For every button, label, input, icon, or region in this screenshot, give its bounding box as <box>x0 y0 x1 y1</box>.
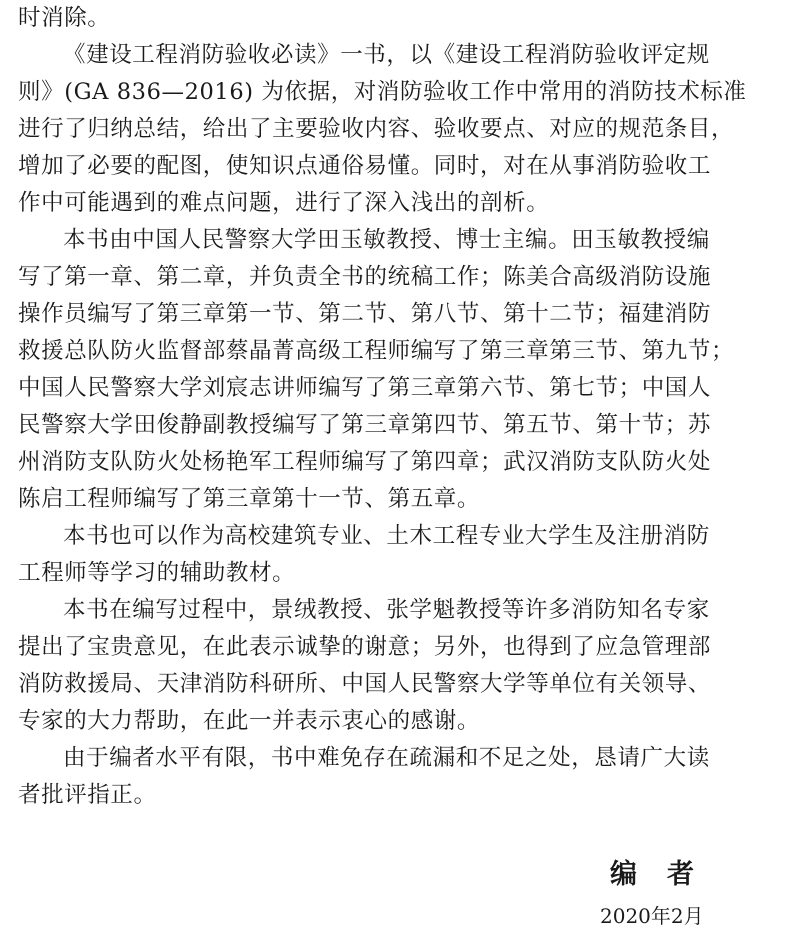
text-line: 消防救援局、天津消防科研所、中国人民警察大学等单位有关领导、 <box>18 671 712 697</box>
text-line: 者批评指正。 <box>18 782 157 808</box>
text-line: 州消防支队防火处杨艳军工程师编写了第四章；武汉消防支队防火处 <box>18 449 712 475</box>
text-line: 工程师等学习的辅助教材。 <box>18 560 296 586</box>
text-line: 则》(GA 836—2016) 为依据，对消防验收工作中常用的消防技术标准 <box>18 79 747 105</box>
text-line: 民警察大学田俊静副教授编写了第三章第四节、第五节、第十节；苏 <box>18 412 712 438</box>
text-line: 中国人民警察大学刘宸志讲师编写了第三章第六节、第七节；中国人 <box>18 375 712 401</box>
text-line: 由于编者水平有限，书中难免存在疏漏和不足之处，恳请广大读 <box>63 745 710 771</box>
text-line: 本书也可以作为高校建筑专业、土木工程专业大学生及注册消防 <box>63 523 710 549</box>
text-line: 本书在编写过程中，景绒教授、张学魁教授等许多消防知名专家 <box>63 597 710 623</box>
text-line: 救援总队防火监督部蔡晶菁高级工程师编写了第三章第三节、第九节； <box>18 338 735 364</box>
text-line: 专家的大力帮助，在此一并表示衷心的感谢。 <box>18 708 481 734</box>
text-line: 进行了归纳总结，给出了主要验收内容、验收要点、对应的规范条目， <box>18 116 735 142</box>
text-line: 写了第一章、第二章，并负责全书的统稿工作；陈美合高级消防设施 <box>18 264 712 290</box>
text-line: 操作员编写了第三章第一节、第二节、第八节、第十二节；福建消防 <box>18 301 712 327</box>
text-line: 增加了必要的配图，使知识点通俗易懂。同时，对在从事消防验收工 <box>18 153 712 179</box>
text-line: 本书由中国人民警察大学田玉敏教授、博士主编。田玉敏教授编 <box>63 227 710 253</box>
text-line: 陈启工程师编写了第三章第十一节、第五章。 <box>18 486 481 512</box>
text-line: 提出了宝贵意见，在此表示诚挚的谢意；另外，也得到了应急管理部 <box>18 634 712 660</box>
text-line: 时消除。 <box>18 5 111 31</box>
signature-date: 2020年2月 <box>600 904 704 928</box>
text-line: 作中可能遇到的难点问题，进行了深入浅出的剖析。 <box>18 190 550 216</box>
text-line: 《建设工程消防验收必读》一书，以《建设工程消防验收评定规 <box>63 42 710 68</box>
signature-author: 编者 <box>610 859 724 890</box>
